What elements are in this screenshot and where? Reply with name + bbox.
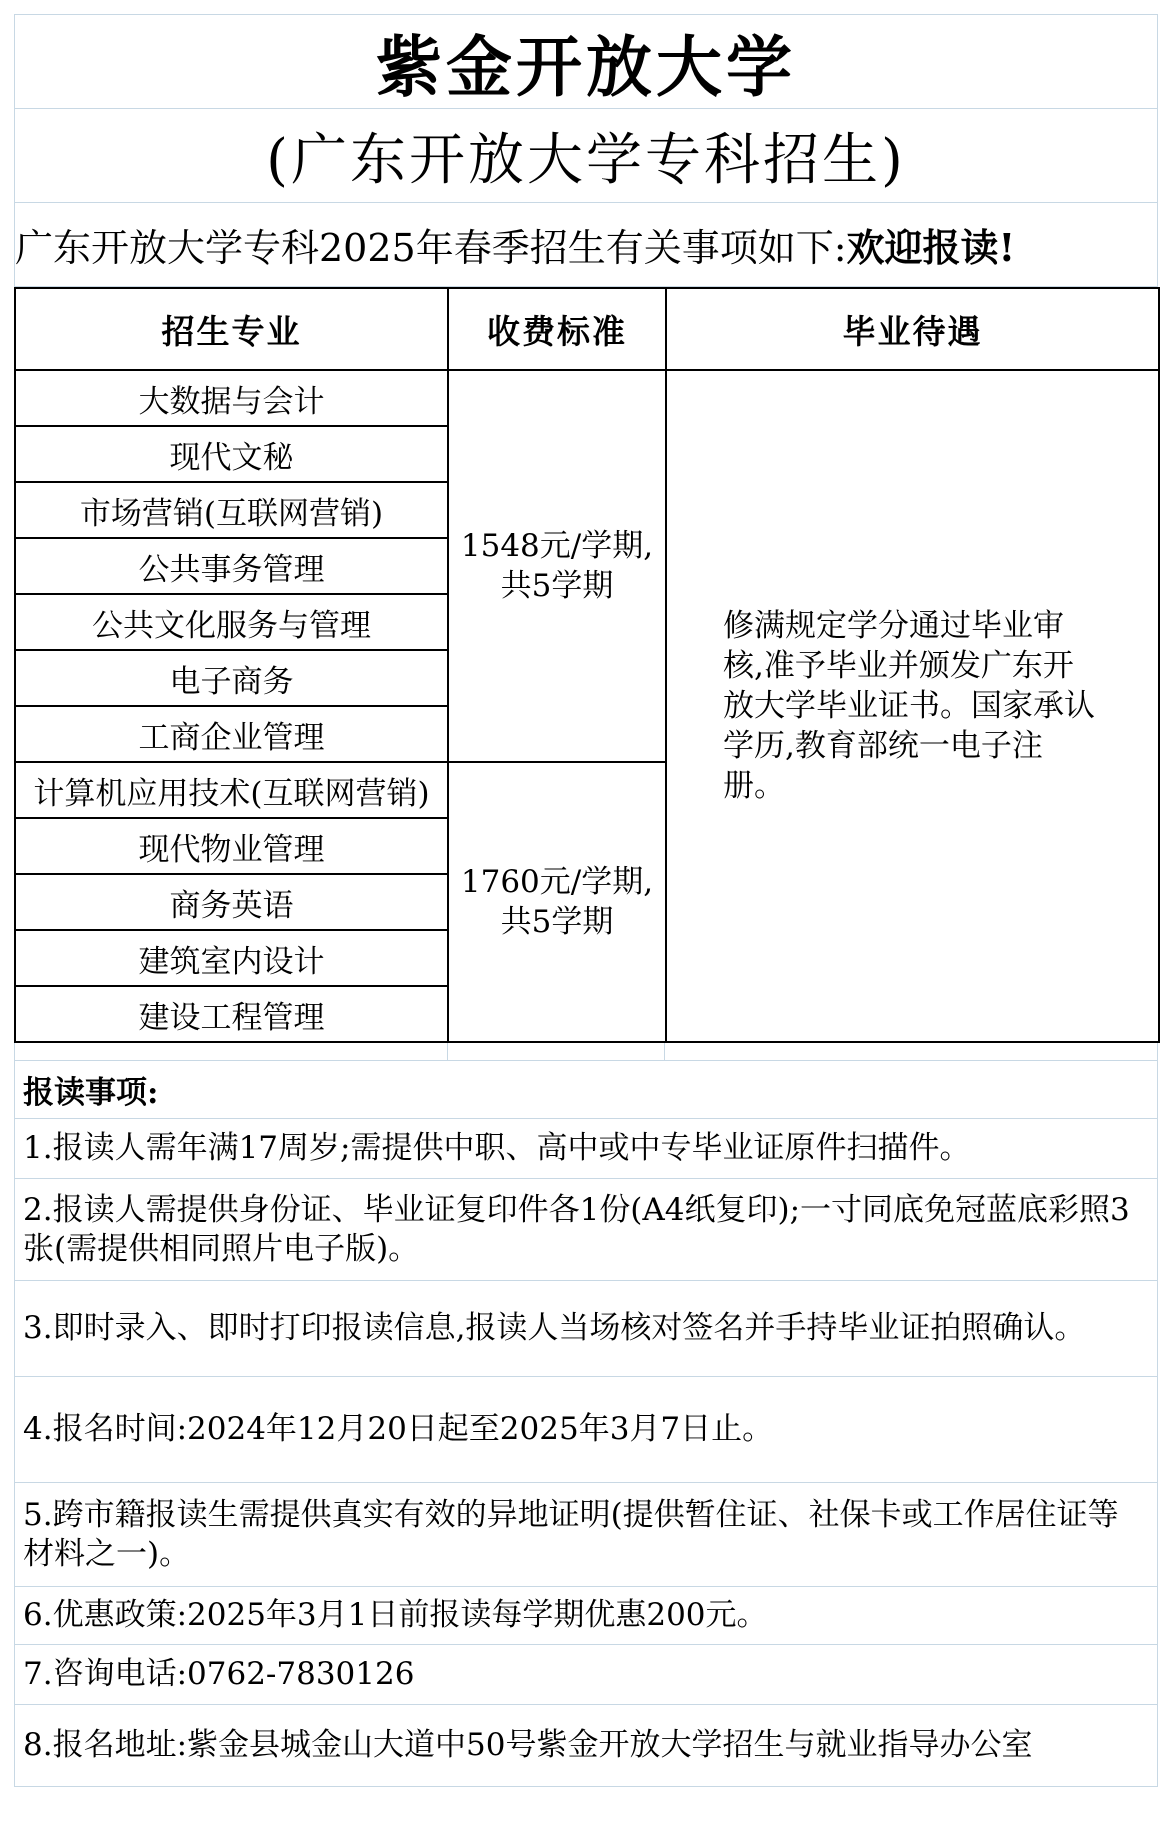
page-subtitle: (广东开放大学专科招生): [14, 109, 1158, 203]
welcome-text: 欢迎报读!: [846, 225, 1016, 270]
table-row: [15, 370, 1159, 426]
header-fee: 收费标准: [448, 288, 666, 370]
note-text: 2.报读人需提供身份证、毕业证复印件各1份(A4纸复印);一寸同底免冠蓝底彩照3张(需提供相同照片电子版)。: [23, 1191, 1130, 1267]
note-text: 3.即时录入、即时打印报读信息,报读人当场核对签名并手持毕业证拍照确认。: [23, 1310, 1086, 1346]
note-item: [14, 1645, 1158, 1705]
notes-title: 报读事项:: [14, 1061, 1158, 1119]
fee-cell-group2: [448, 762, 666, 1042]
graduation-cell: 修满规定学分通过毕业审核,准予毕业并颁发广东开放大学毕业证书。国家承认学历,教育部统一电子注册。: [666, 370, 1159, 1042]
fee-terms: 共5学期: [500, 904, 614, 940]
spacer-row: [14, 1043, 1158, 1061]
major-cell: 市场营销(互联网营销): [15, 482, 448, 538]
note-text: 6.优惠政策:2025年3月1日前报读每学期优惠200元。: [23, 1597, 768, 1633]
note-item: [14, 1377, 1158, 1483]
fee-terms: 共5学期: [500, 568, 614, 604]
major-cell: 公共文化服务与管理: [15, 594, 448, 650]
major-cell: 大数据与会计: [15, 370, 448, 426]
note-item: [14, 1587, 1158, 1645]
fee-amount: 1548元/学期,: [460, 528, 654, 564]
fee-amount: 1760元/学期,: [460, 864, 654, 900]
table-header-row: [15, 288, 1159, 370]
note-item: [14, 1179, 1158, 1281]
majors-table: [14, 287, 1160, 1043]
note-text: 7.咨询电话:0762-7830126: [23, 1656, 415, 1692]
note-text: 5.跨市籍报读生需提供真实有效的异地证明(提供暂住证、社保卡或工作居住证等材料之一)。: [23, 1496, 1119, 1572]
major-cell: 现代物业管理: [15, 818, 448, 874]
note-text: 4.报名时间:2024年12月20日起至2025年3月7日止。: [23, 1411, 774, 1447]
header-major: 招生专业: [15, 288, 448, 370]
note-item: [14, 1483, 1158, 1587]
major-cell: 商务英语: [15, 874, 448, 930]
major-cell: 电子商务: [15, 650, 448, 706]
note-text: 1.报读人需年满17周岁;需提供中职、高中或中专毕业证原件扫描件。: [23, 1130, 971, 1166]
major-cell: 工商企业管理: [15, 706, 448, 762]
header-graduation: 毕业待遇: [666, 288, 1159, 370]
recruitment-sheet: [14, 14, 1158, 1787]
major-cell: 公共事务管理: [15, 538, 448, 594]
page-title: 紫金开放大学: [14, 14, 1158, 109]
major-cell: 计算机应用技术(互联网营销): [15, 762, 448, 818]
note-text: 8.报名地址:紫金县城金山大道中50号紫金开放大学招生与就业指导办公室: [23, 1727, 1033, 1763]
note-item: [14, 1281, 1158, 1377]
major-cell: 建设工程管理: [15, 986, 448, 1042]
note-item: [14, 1119, 1158, 1179]
note-item: [14, 1705, 1158, 1787]
intro-line: [14, 203, 1158, 287]
major-cell: 现代文秘: [15, 426, 448, 482]
fee-cell-group1: [448, 370, 666, 762]
major-cell: 建筑室内设计: [15, 930, 448, 986]
intro-text: 广东开放大学专科2025年春季招生有关事项如下:: [15, 226, 847, 270]
